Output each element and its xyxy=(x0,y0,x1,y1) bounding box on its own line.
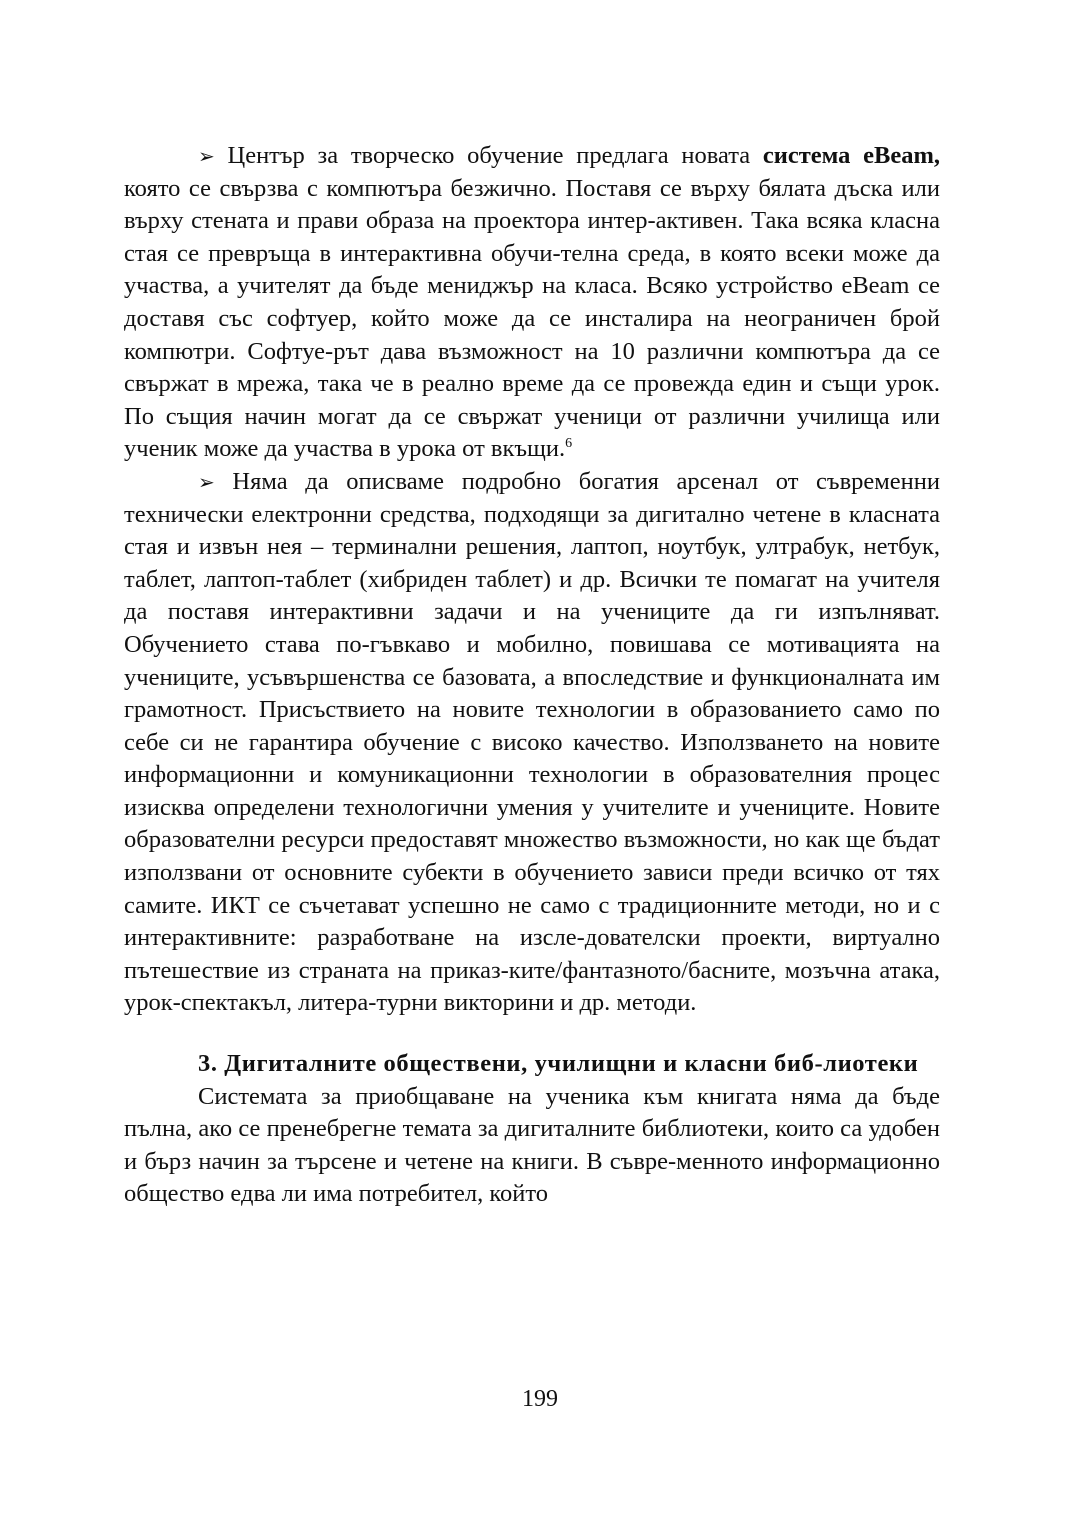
paragraph-libraries-text: Системата за приобщаване на ученика към книгата няма да бъде пълна, ако се пренебрегне темата за дигиталните библиотеки, които са удобен и бърз начин за търсене и четене на книги. В съвре-менното информационно общество едва ли има потребител, който xyxy=(124,1082,940,1208)
paragraph-ebeam xyxy=(124,140,940,466)
arrow-bullet-icon: ➢ xyxy=(198,469,215,494)
paragraph-ebeam-text-a: Център за творческо обучение предлага новата xyxy=(214,142,763,169)
page-number: 199 xyxy=(522,1386,558,1412)
footnote-marker: 6 xyxy=(565,436,573,452)
paragraph-devices-text: Няма да описваме подробно богатия арсенал от съвременни технически електронни средства, подходящи за дигитално четене в класната стая и извън нея – терминални решения, лаптоп, ноутбук, ултрабук, нетбук, таблет, лаптоп-таблет (хибриден таблет) и др. Всички те помагат на учителя да поставя интерактивни задачи и на учениците да ги изпълняват. Обучението става по-гъвкаво и мобилно, повишава се мотивацията на учениците, усъвършенства се базовата, а впоследствие и функционалната им грамотност. Присъствието на новите технологии в образованието само по себе си не гарантира обучение с високо качество. Използването на новите информационни и комуникационни технологии в образователния процес изисква определени технологични умения у учителите и учениците. Новите образователни ресурси предоставят множество възможности, но как ще бъдат използвани от основните субекти в обучението зависи преди всичко от тях самите. ИКТ се съчетават успешно не само с традиционните методи, но и с интерактивните: разработване на изсле-дователски проекти, виртуално пътешествие из страната на приказ-ките/фантазното/басните, мозъчна атака, урок-спектакъл, литера-турни викторини и др. методи. xyxy=(124,467,940,1017)
arrow-bullet-icon: ➢ xyxy=(198,144,215,168)
paragraph-ebeam-text-b: която се свързва с компютъра безжично. Поставя се върху бялата дъска или върху стената и прави образа на проектора интер-активен. Така всяка класна стая се превръща в интерактивна обучи-телна среда, в която всеки може да участва, а учителят да бъде мениджър на класа. Всяко устройство eBeam се доставя със софтуер, който може да се инсталира на неограничен брой компютри. Софтуе-рът дава възможност на 10 различни компютъра да се свържат в мрежа, така че в реално време да се провежда един и същи урок. По същия начин могат да се свържат ученици от различни училища или ученик може да участва в урока от вкъщи. xyxy=(124,174,940,463)
paragraph-ebeam-bold: система eBeam, xyxy=(762,142,940,169)
page-body xyxy=(124,140,940,1211)
section-heading: 3. Дигиталните обществени, училищни и класни биб-лиотеки xyxy=(198,1050,919,1078)
paragraph-libraries xyxy=(124,1081,940,1211)
paragraph-devices xyxy=(124,466,940,1020)
